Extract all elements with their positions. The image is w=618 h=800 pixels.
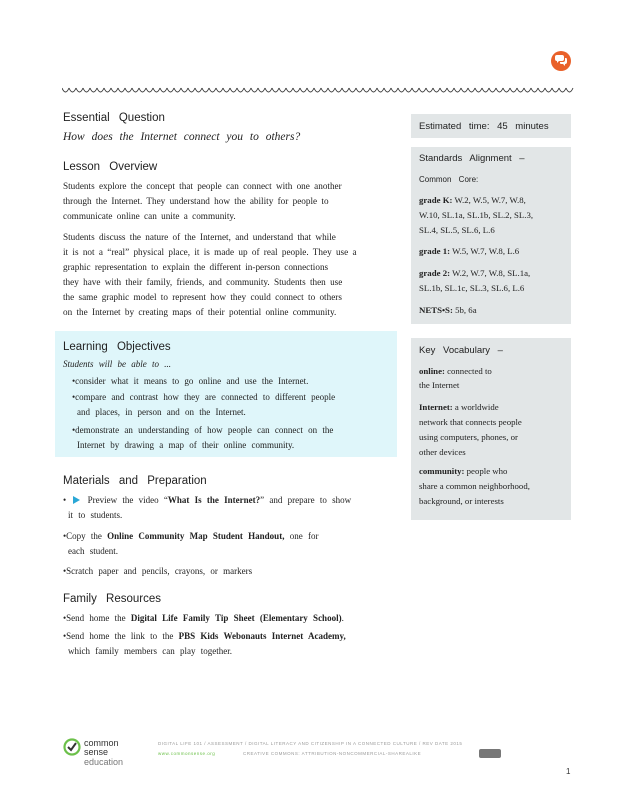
standard-row-grade-k [419,193,567,238]
vocab-term: community: [419,466,465,476]
vocab-term: online: [419,366,445,376]
text: Preview the video “ [87,495,168,505]
text: 5b, 6a [455,305,477,315]
standards-box [411,147,571,324]
family-item-tipsheet [63,611,408,626]
estimated-time-text: Estimated time: 45 minutes [419,121,549,132]
grade-label: NETS•S: [419,305,453,315]
text-line: using computers, phones, or [419,432,518,442]
objective-item [72,390,388,420]
text: W.2, W.5, W.7, W.8, [454,195,526,205]
standard-row-grade-2 [419,266,567,296]
vocab-item-community [419,464,567,509]
text: W.2, W.7, W.8, SL.1a, [452,268,531,278]
text-line: share a common neighborhood, [419,481,530,491]
text-line: W.10, SL.1a, SL.1b, SL.2, SL.3, [419,210,534,220]
text: one for [284,531,319,541]
text-line: through the Internet. They understand how the ability for people to [63,196,329,206]
text: a worldwide [454,402,499,412]
text-line: which family members can play together. [68,646,232,656]
footer-license-line: CREATIVE COMMONS: ATTRIBUTION-NONCOMMERCIAL-SHAREALIKE [243,751,422,756]
vocabulary-box [411,338,571,520]
vocab-item-online [419,364,567,392]
text-line: communicate online can unite a community. [63,211,236,221]
text-line: Internet by drawing a map of their online community. [77,440,295,450]
text-line: graphic representation to explain the different in-person connections [63,262,329,272]
vocab-term: Internet: [419,402,453,412]
creative-commons-icon [479,749,501,758]
family-resources-heading: Family Resources [63,593,162,605]
estimated-time-box [411,114,571,138]
text-line: background, or interests [419,496,504,506]
text-line: SL.1b, SL.1c, SL.3, SL.6, L.6 [419,283,525,293]
chat-bubble-icon [551,51,571,71]
text: ” and prepare to show [260,495,352,505]
webonauts-link[interactable]: PBS Kids Webonauts Internet Academy, [178,631,346,641]
text: •Send home the link to the [63,631,179,641]
decorative-divider [62,85,574,97]
materials-item-video [63,493,393,523]
text-line: and places, in person and on the Internet. [77,407,246,417]
standard-row-nets [419,303,567,318]
text: connected to [447,366,492,376]
logo-line-3: education [84,757,124,767]
text-line: it is not a “real” physical place, it is made up of real people. They use a [63,247,357,257]
tip-sheet-link[interactable]: Digital Life Family Tip Sheet (Elementary School) [130,613,342,623]
bullet: • [63,495,72,505]
text-line: they have with their family, friends, and community. Students then use [63,277,343,287]
essential-question-heading: Essential Question [63,112,165,124]
text: Copy the [66,531,108,541]
objective-item [72,423,388,453]
text-line: the same graphic model to represent how they could connect to others [63,292,342,302]
essential-question-text: How does the Internet connect you to others? [63,131,301,143]
grade-label: grade K: [419,195,453,205]
lesson-overview-paragraph-2 [63,230,383,320]
materials-item-supplies [63,564,393,579]
text-line: •compare and contrast how they are connected to different people [72,392,336,402]
learning-objectives-box [55,331,397,457]
text: •Send home the [63,613,131,623]
logo-line-2: sense [84,747,109,757]
text-line: it to students. [68,510,123,520]
text-line: the Internet [419,380,460,390]
text: Scratch paper and pencils, crayons, or markers [66,566,253,576]
text: people who [466,466,508,476]
page-number: 1 [566,767,571,776]
common-core-label: Common Core: [419,175,479,184]
learning-objectives-intro: Students will be able to ... [63,359,171,369]
common-sense-logo [63,737,143,774]
handout-link[interactable]: Online Community Map Student Handout, [107,531,285,541]
text-line: •consider what it means to go online and use the Internet. [72,376,309,386]
bullet: • [63,566,67,576]
materials-item-handout [63,529,393,559]
grade-label: grade 2: [419,268,451,278]
vocab-item-internet [419,400,567,460]
standards-heading: Standards Alignment – [419,153,525,164]
footer-course-line: DIGITAL LIFE 101 / ASSESSMENT / DIGITAL LITERACY AND CITIZENSHIP IN A CONNECTED CULTURE / REV DATE 2015 [158,741,463,746]
footer-website-link[interactable]: www.commonsense.org [158,751,216,756]
learning-objectives-heading: Learning Objectives [63,341,171,353]
vocabulary-heading: Key Vocabulary – [419,345,503,356]
materials-heading: Materials and Preparation [63,475,207,487]
play-icon [73,496,80,504]
text: W.5, W.7, W.8, L.6 [452,246,520,256]
text-line: each student. [68,546,118,556]
standard-row-grade-1 [419,244,567,259]
text-line: Students discuss the nature of the Internet, and understand that while [63,232,336,242]
text: . [341,613,344,623]
text-line: •demonstrate an understanding of how people can connect on the [72,425,334,435]
logo-line-1: common [84,738,119,748]
text-line: other devices [419,447,466,457]
text-line: SL.4, SL.5, SL.6, L.6 [419,225,495,235]
bullet: • [63,531,67,541]
text-line: on the Internet by creating maps of their potential online community. [63,307,337,317]
video-link[interactable]: What Is the Internet? [167,495,261,505]
family-item-webonauts [63,629,408,659]
lesson-overview-heading: Lesson Overview [63,161,158,173]
text-line: network that connects people [419,417,522,427]
text-line: Students explore the concept that people can connect with one another [63,181,342,191]
lesson-overview-paragraph-1 [63,179,383,224]
grade-label: grade 1: [419,246,451,256]
objective-item [72,374,388,389]
